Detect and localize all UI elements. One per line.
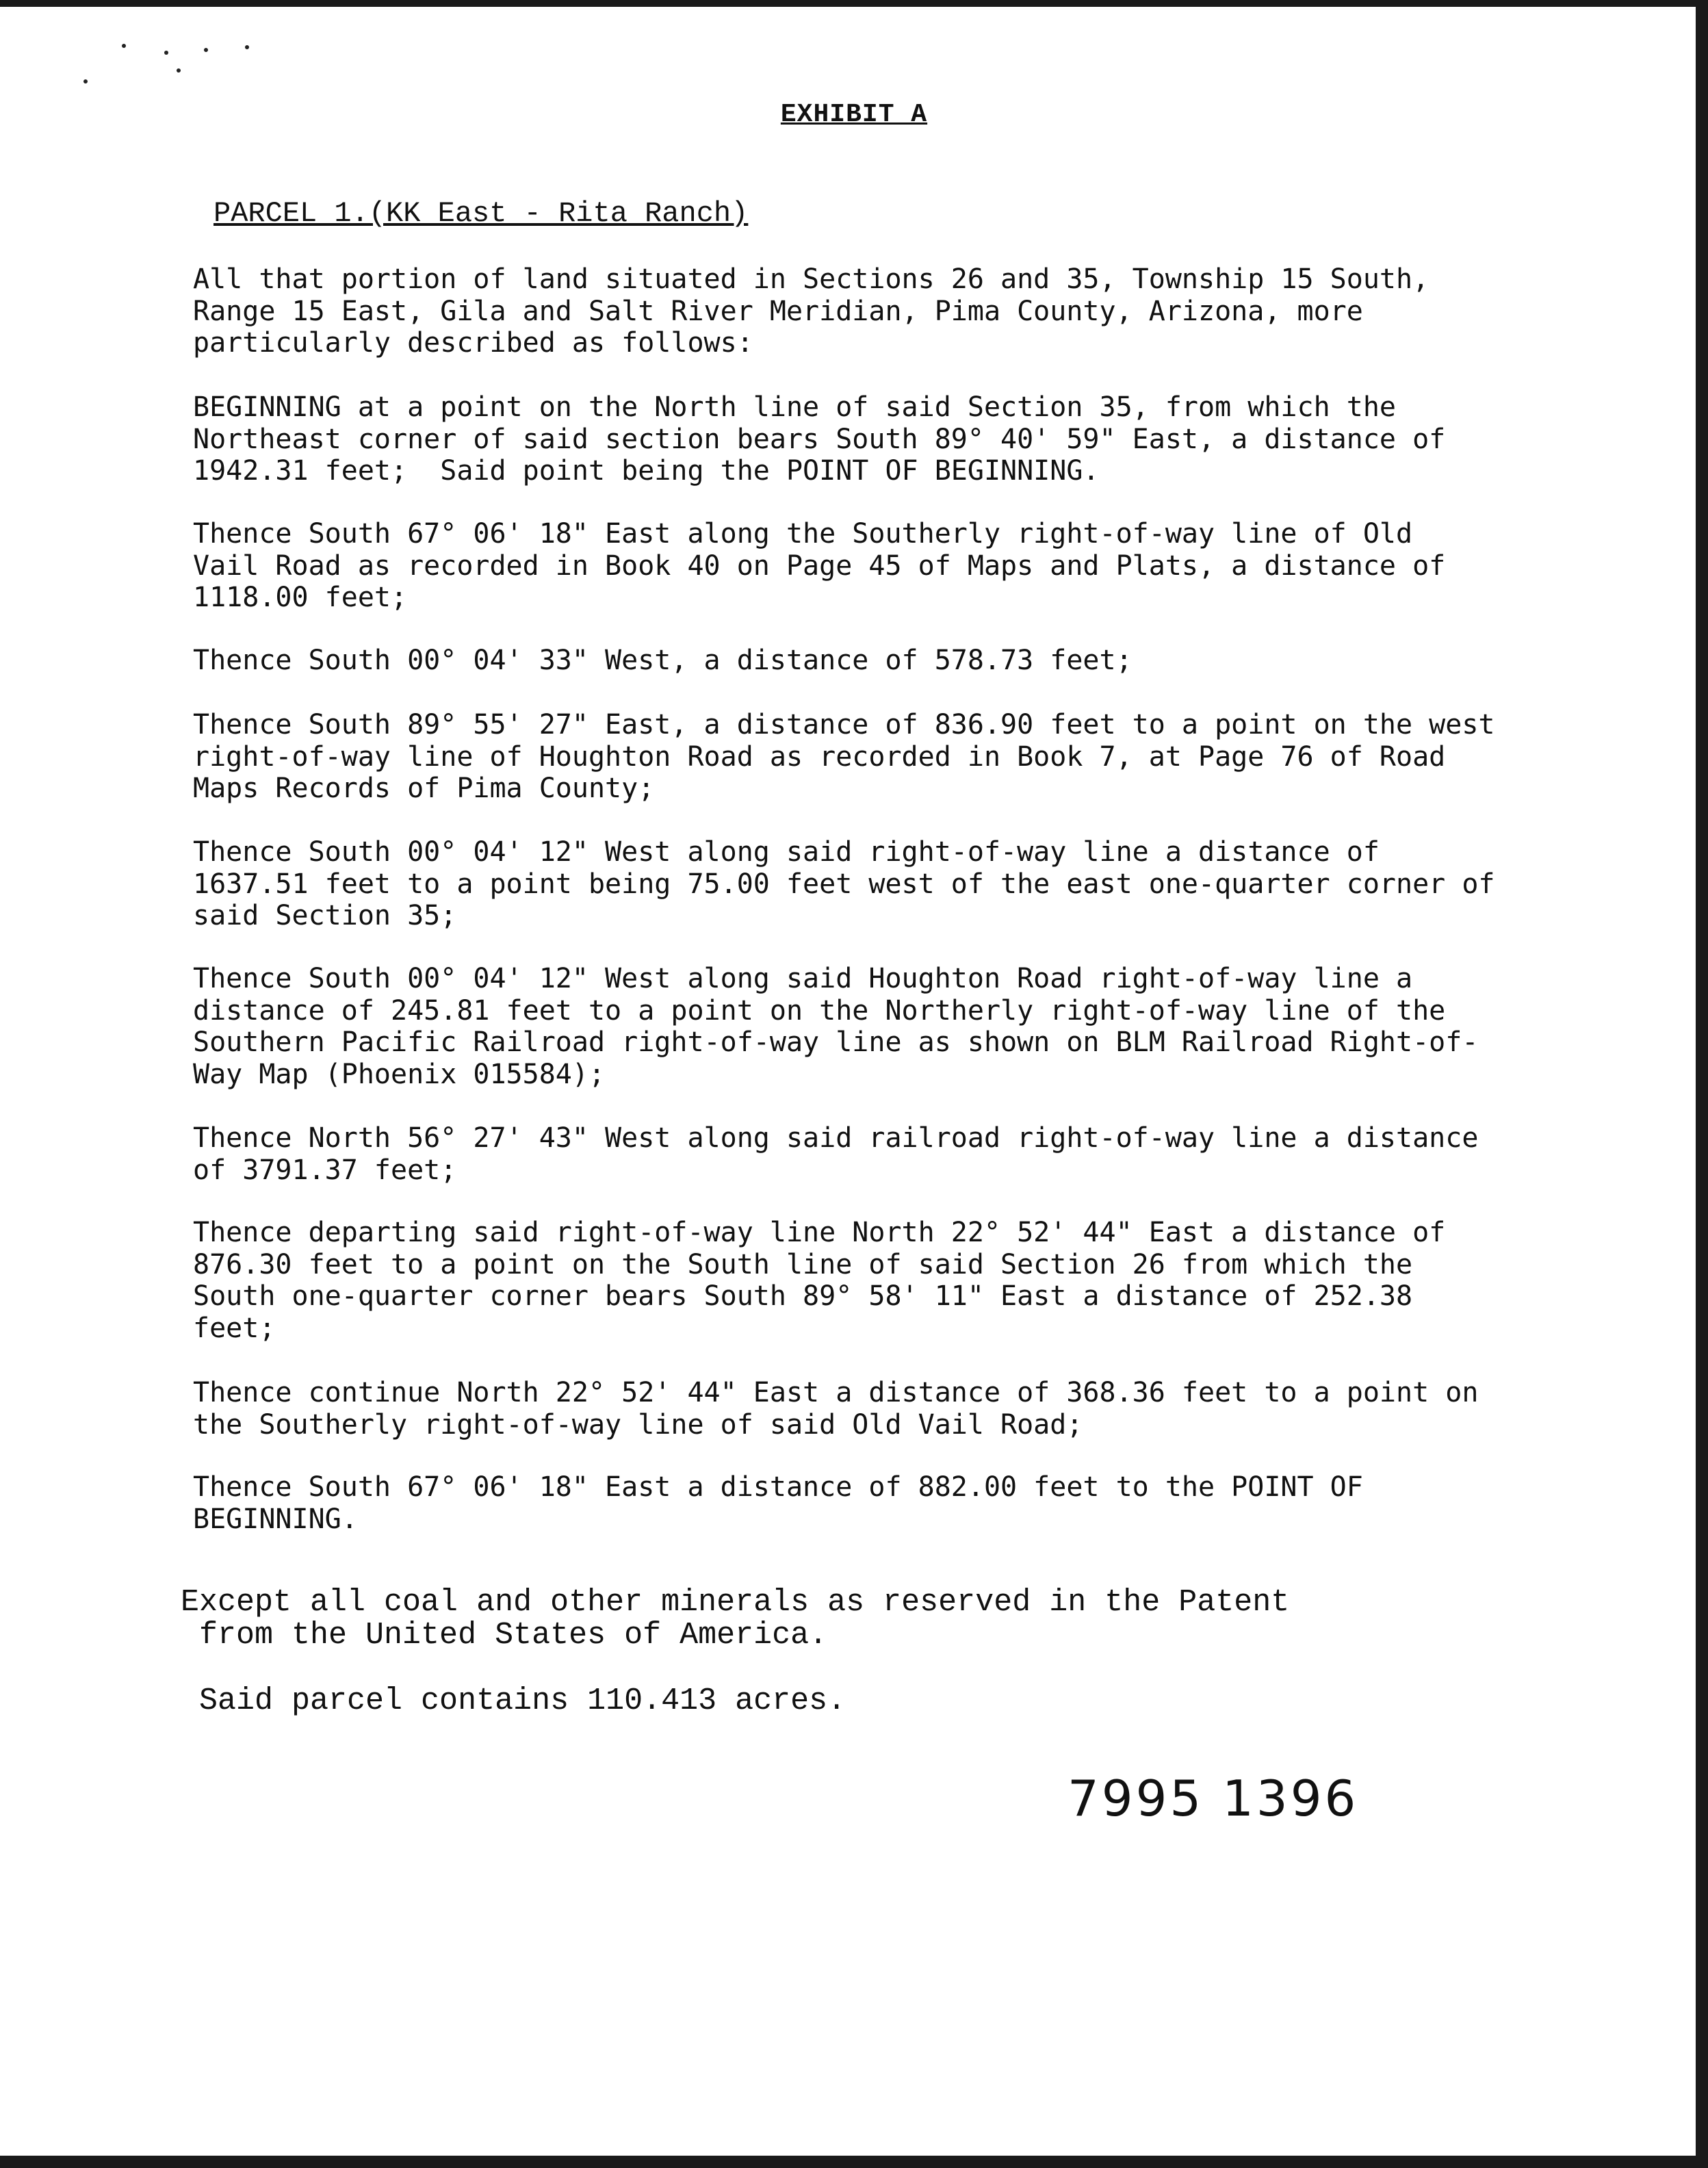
scan-border-top — [0, 0, 1708, 7]
document-page-number: 7995 1396 — [1068, 1770, 1359, 1827]
legal-paragraph-beginning: BEGINNING at a point on the North line of said Section 35, from which the Northeast corner of said section bears South 89° 40' 59" East, a distance of 1942.31 feet; Said point being the POINT OF BEGINNING. — [193, 391, 1446, 487]
parcel-heading: PARCEL 1.(KK East - Rita Ranch) — [214, 197, 749, 230]
parcel-acreage: Said parcel contains 110.413 acres. — [181, 1683, 846, 1718]
legal-paragraph-course-2: Thence South 00° 04' 33" West, a distance of 578.73 feet; — [193, 645, 1133, 676]
legal-paragraph-closing: Thence South 67° 06' 18" East a distance of 882.00 feet to the POINT OF BEGINNING. — [193, 1471, 1363, 1535]
legal-paragraph-course-1: Thence South 67° 06' 18" East along the Southerly right-of-way line of Old Vail Road as recorded in Book 40 on Page 45 of Maps and Plats, a distance of 1118.00 feet; — [193, 518, 1446, 613]
scan-border-bottom — [0, 2156, 1708, 2168]
legal-paragraph-course-3: Thence South 89° 55' 27" East, a distance of 836.90 feet to a point on the west right-of-way line of Houghton Road as recorded in Book 7, at Page 76 of Road Maps Records of Pima County; — [193, 709, 1495, 804]
mineral-exception: Except all coal and other minerals as reserved in the Patent from the United States of America. — [181, 1585, 1290, 1653]
legal-paragraph-course-4: Thence South 00° 04' 12" West along said right-of-way line a distance of 1637.51 feet to a point being 75.00 feet west of the east one-quarter corner of said Section 35; — [193, 836, 1495, 931]
legal-paragraph-course-5: Thence South 00° 04' 12" West along said Houghton Road right-of-way line a distance of 245.81 feet to a point on the Northerly right-of-way line of the Southern Pacific Railroad right-of-way line as shown on BLM Railroad Right-of- Way Map (Phoenix 015584); — [193, 963, 1479, 1090]
scan-speck — [245, 45, 249, 49]
exhibit-title: EXHIBIT A — [780, 100, 928, 129]
scan-border-right — [1696, 0, 1708, 2168]
scan-speck — [83, 79, 88, 83]
scan-speck — [122, 44, 126, 48]
legal-paragraph-course-8: Thence continue North 22° 52' 44" East a distance of 368.36 feet to a point on the Southerly right-of-way line of said Old Vail Road; — [193, 1377, 1479, 1441]
scan-speck — [164, 51, 168, 55]
legal-paragraph-intro: All that portion of land situated in Sections 26 and 35, Township 15 South, Range 15 East, Gila and Salt River Meridian, Pima County, Arizona, more particularly described as follows: — [193, 263, 1429, 359]
legal-paragraph-course-6: Thence North 56° 27' 43" West along said railroad right-of-way line a distance of 3791.37 feet; — [193, 1122, 1479, 1186]
scan-speck — [204, 48, 208, 52]
legal-paragraph-course-7: Thence departing said right-of-way line North 22° 52' 44" East a distance of 876.30 feet to a point on the South line of said Section 26 from which the South one-quarter corner bears South 89° 58' 11" East a distance of 252.38 feet; — [193, 1217, 1446, 1344]
scan-speck — [177, 68, 181, 73]
